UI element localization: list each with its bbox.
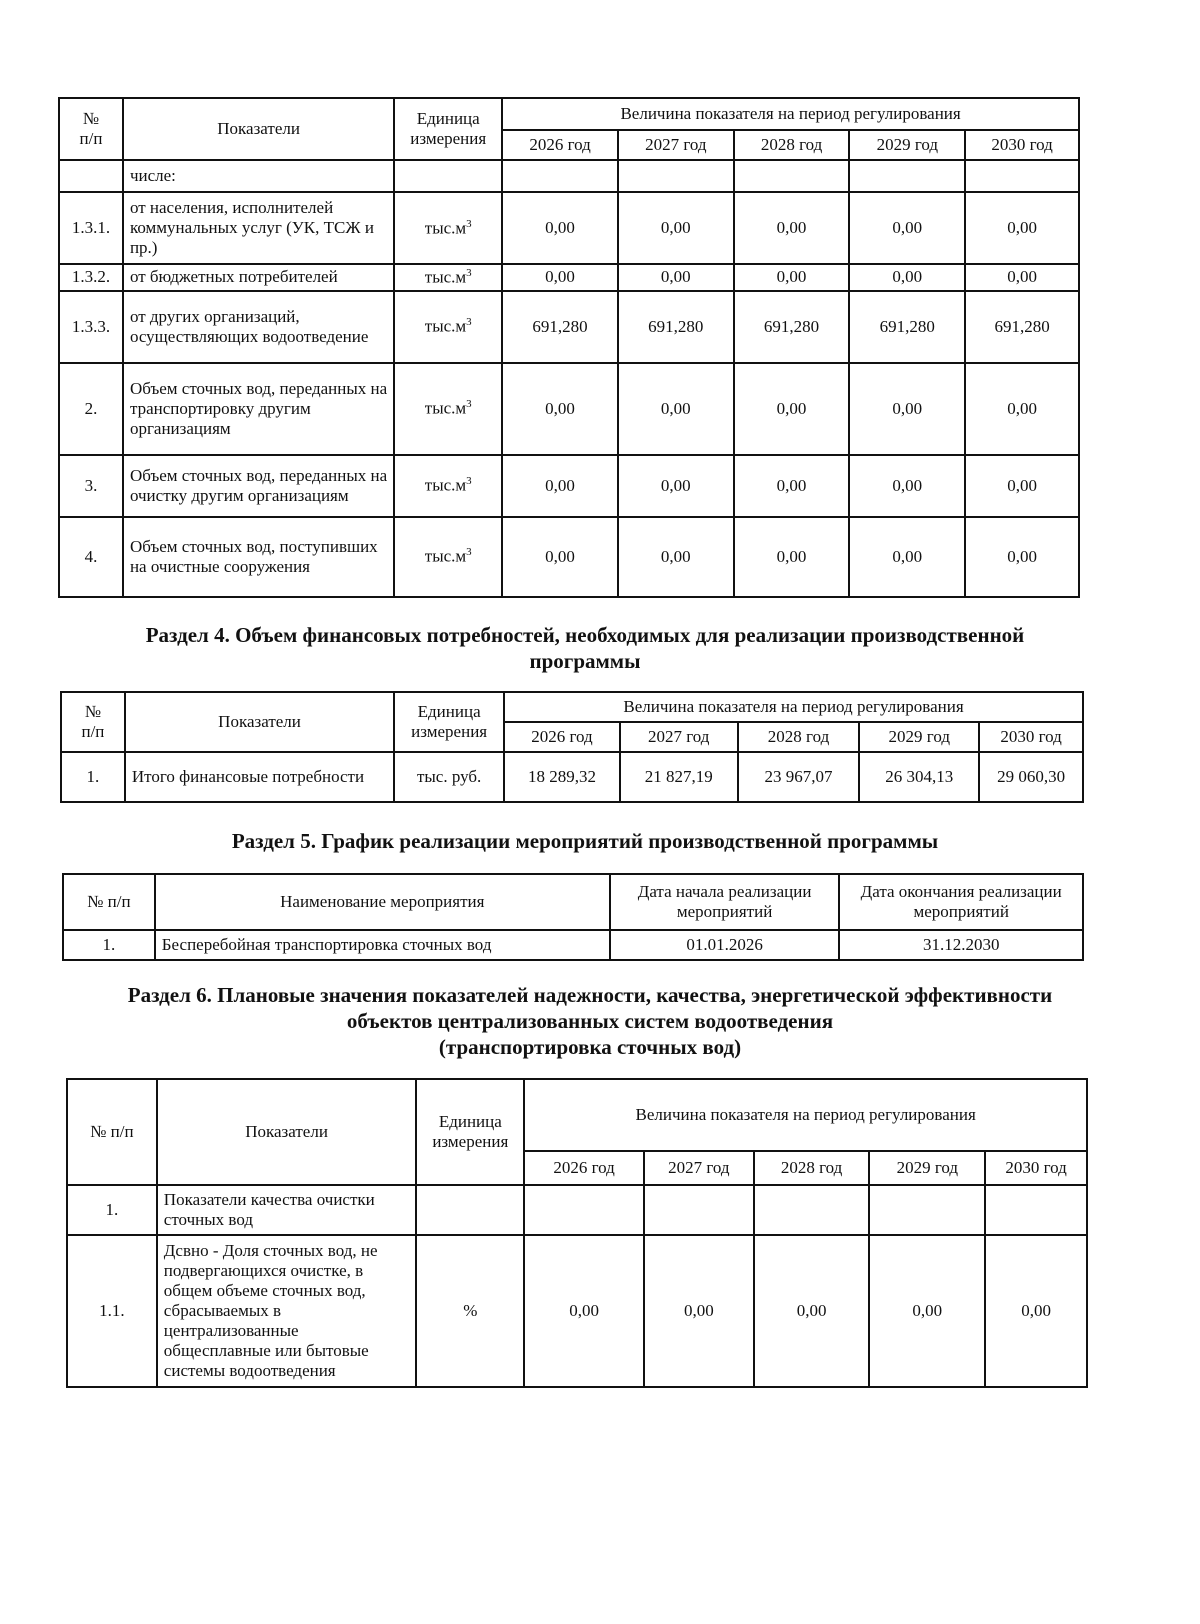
header-unit: Единица измерения — [416, 1079, 524, 1185]
row-num: 4. — [59, 517, 123, 597]
row-value: 0,00 — [618, 264, 734, 291]
row-value: 0,00 — [734, 363, 850, 455]
row-start-date: 01.01.2026 — [610, 930, 840, 960]
row-name: от бюджетных потребителей — [123, 264, 394, 291]
row-unit — [394, 160, 502, 192]
header-start-date: Дата начала реализации мероприятий — [610, 874, 840, 930]
row-value — [754, 1185, 870, 1235]
table-row — [59, 455, 1079, 517]
header-year: 2030 год — [965, 130, 1079, 160]
row-num: 1.3.2. — [59, 264, 123, 291]
row-end-date: 31.12.2030 — [839, 930, 1083, 960]
header-value: Величина показателя на период регулирования — [524, 1079, 1087, 1151]
header-year: 2030 год — [979, 722, 1083, 752]
row-value: 0,00 — [502, 517, 618, 597]
row-name: Дсвно - Доля сточных вод, не подвергающихся очистке, в общем объеме сточных вод, сбрасываемых в централизованные общесплавные или бытовые системы водоотведения — [157, 1235, 417, 1387]
row-value: 0,00 — [965, 264, 1079, 291]
unit-superscript: 3 — [466, 475, 472, 488]
row-value — [734, 160, 850, 192]
header-year: 2027 год — [618, 130, 734, 160]
header-end-date: Дата окончания реализации мероприятий — [839, 874, 1083, 930]
header-value: Величина показателя на период регулирования — [504, 692, 1083, 722]
table-row — [59, 264, 1079, 291]
table-row — [61, 752, 1083, 802]
unit-superscript: 3 — [466, 267, 472, 279]
row-value: 0,00 — [734, 517, 850, 597]
table-row — [63, 930, 1083, 960]
header-num: № п/п — [59, 98, 123, 160]
table-row — [59, 363, 1079, 455]
row-value — [524, 1185, 644, 1235]
row-value: 0,00 — [618, 455, 734, 517]
table-row — [59, 160, 1079, 192]
row-value: 0,00 — [849, 517, 965, 597]
table-row — [59, 192, 1079, 264]
row-value: 691,280 — [849, 291, 965, 363]
row-value: 21 827,19 — [620, 752, 738, 802]
row-unit — [394, 455, 502, 517]
row-value: 0,00 — [734, 192, 850, 264]
header-value: Величина показателя на период регулирования — [502, 98, 1079, 130]
row-unit: тыс. руб. — [394, 752, 504, 802]
row-unit — [394, 363, 502, 455]
header-event-name: Наименование мероприятия — [155, 874, 610, 930]
row-value: 0,00 — [502, 363, 618, 455]
row-value: 0,00 — [618, 363, 734, 455]
section4-title: Раздел 4. Объем финансовых потребностей, необходимых для реализации производственной программы — [145, 623, 1025, 673]
unit-text: % — [463, 1301, 478, 1320]
row-value — [965, 160, 1079, 192]
row-value: 0,00 — [618, 517, 734, 597]
section5-title: Раздел 5. График реализации мероприятий производственной программы — [231, 829, 939, 853]
unit-superscript: 3 — [466, 398, 472, 411]
section6-title-line3: (транспортировка сточных вод) — [438, 1035, 742, 1059]
unit-text: тыс.м — [424, 475, 467, 495]
row-value: 0,00 — [965, 517, 1079, 597]
header-year: 2027 год — [620, 722, 738, 752]
unit-text: тыс.м — [424, 398, 467, 418]
row-num: 3. — [59, 455, 123, 517]
row-num — [59, 160, 123, 192]
header-year: 2027 год — [644, 1151, 754, 1185]
unit-text: тыс.м — [424, 546, 467, 566]
row-value — [985, 1185, 1087, 1235]
row-value: 0,00 — [502, 192, 618, 264]
section6-title — [60, 982, 1120, 1060]
row-value — [849, 160, 965, 192]
row-name: Объем сточных вод, переданных на транспортировку другим организациям — [123, 363, 394, 455]
row-name: Объем сточных вод, поступивших на очистные сооружения — [123, 517, 394, 597]
row-value: 0,00 — [754, 1235, 870, 1387]
row-num: 1. — [67, 1185, 157, 1235]
header-num: № п/п — [61, 692, 125, 752]
header-indicator: Показатели — [125, 692, 394, 752]
table-row — [59, 291, 1079, 363]
row-name: Итого финансовые потребности — [125, 752, 394, 802]
row-num: 2. — [59, 363, 123, 455]
row-value: 0,00 — [849, 363, 965, 455]
row-value: 0,00 — [965, 192, 1079, 264]
row-unit — [394, 291, 502, 363]
header-year: 2028 год — [754, 1151, 870, 1185]
row-name: Показатели качества очистки сточных вод — [157, 1185, 417, 1235]
row-value — [502, 160, 618, 192]
table-row — [59, 517, 1079, 597]
section6-title-line1: Раздел 6. Плановые значения показателей надежности, качества, энергетической эффективности — [127, 983, 1053, 1007]
row-unit — [394, 264, 502, 291]
production-volume-table — [58, 97, 1080, 598]
header-year: 2030 год — [985, 1151, 1087, 1185]
header-indicator: Показатели — [123, 98, 394, 160]
unit-text: тыс.м — [424, 218, 467, 238]
row-name: от других организаций, осуществляющих водоотведение — [123, 291, 394, 363]
row-num: 1. — [63, 930, 155, 960]
unit-text: тыс.м — [424, 316, 467, 336]
row-unit — [416, 1235, 524, 1387]
row-value: 0,00 — [965, 363, 1079, 455]
header-year: 2026 год — [504, 722, 620, 752]
row-value: 0,00 — [524, 1235, 644, 1387]
row-unit — [394, 192, 502, 264]
row-num: 1. — [61, 752, 125, 802]
row-value: 0,00 — [965, 455, 1079, 517]
header-unit: Единица измерения — [394, 692, 504, 752]
header-year: 2029 год — [859, 722, 979, 752]
schedule-table — [62, 873, 1084, 961]
row-num: 1.1. — [67, 1235, 157, 1387]
row-num: 1.3.3. — [59, 291, 123, 363]
unit-superscript: 3 — [466, 316, 472, 329]
financial-needs-table — [60, 691, 1084, 803]
row-value — [644, 1185, 754, 1235]
row-value: 0,00 — [849, 192, 965, 264]
header-unit: Единица измерения — [394, 98, 502, 160]
unit-text: тыс.м — [424, 267, 467, 287]
header-year: 2029 год — [849, 130, 965, 160]
header-indicator: Показатели — [157, 1079, 417, 1185]
header-year: 2026 год — [502, 130, 618, 160]
row-value: 691,280 — [965, 291, 1079, 363]
table-body — [59, 160, 1079, 597]
row-num: 1.3.1. — [59, 192, 123, 264]
header-year: 2028 год — [738, 722, 860, 752]
table-row — [67, 1235, 1087, 1387]
row-value: 0,00 — [985, 1235, 1087, 1387]
row-value: 691,280 — [618, 291, 734, 363]
row-value: 0,00 — [618, 192, 734, 264]
row-value: 23 967,07 — [738, 752, 860, 802]
row-name: числе: — [123, 160, 394, 192]
row-value: 0,00 — [869, 1235, 985, 1387]
row-value: 0,00 — [502, 455, 618, 517]
row-value: 0,00 — [734, 455, 850, 517]
row-name: Бесперебойная транспортировка сточных вод — [155, 930, 610, 960]
row-value: 0,00 — [849, 455, 965, 517]
row-value — [618, 160, 734, 192]
row-name: Объем сточных вод, переданных на очистку другим организациям — [123, 455, 394, 517]
reliability-indicators-table — [66, 1078, 1088, 1388]
header-num: № п/п — [67, 1079, 157, 1185]
row-value: 0,00 — [644, 1235, 754, 1387]
row-value: 0,00 — [849, 264, 965, 291]
row-unit — [394, 517, 502, 597]
table-row — [67, 1185, 1087, 1235]
section6-title-line2: объектов централизованных систем водоотведения — [346, 1009, 834, 1033]
header-num: № п/п — [63, 874, 155, 930]
row-value: 18 289,32 — [504, 752, 620, 802]
header-year: 2026 год — [524, 1151, 644, 1185]
row-value — [869, 1185, 985, 1235]
unit-superscript: 3 — [466, 546, 472, 559]
row-value: 26 304,13 — [859, 752, 979, 802]
unit-superscript: 3 — [466, 217, 472, 230]
row-value: 29 060,30 — [979, 752, 1083, 802]
header-year: 2029 год — [869, 1151, 985, 1185]
row-value: 0,00 — [502, 264, 618, 291]
row-unit — [416, 1185, 524, 1235]
row-value: 691,280 — [502, 291, 618, 363]
row-value: 0,00 — [734, 264, 850, 291]
header-year: 2028 год — [734, 130, 850, 160]
row-name: от населения, исполнителей коммунальных услуг (УК, ТСЖ и пр.) — [123, 192, 394, 264]
table-body — [67, 1185, 1087, 1387]
row-value: 691,280 — [734, 291, 850, 363]
